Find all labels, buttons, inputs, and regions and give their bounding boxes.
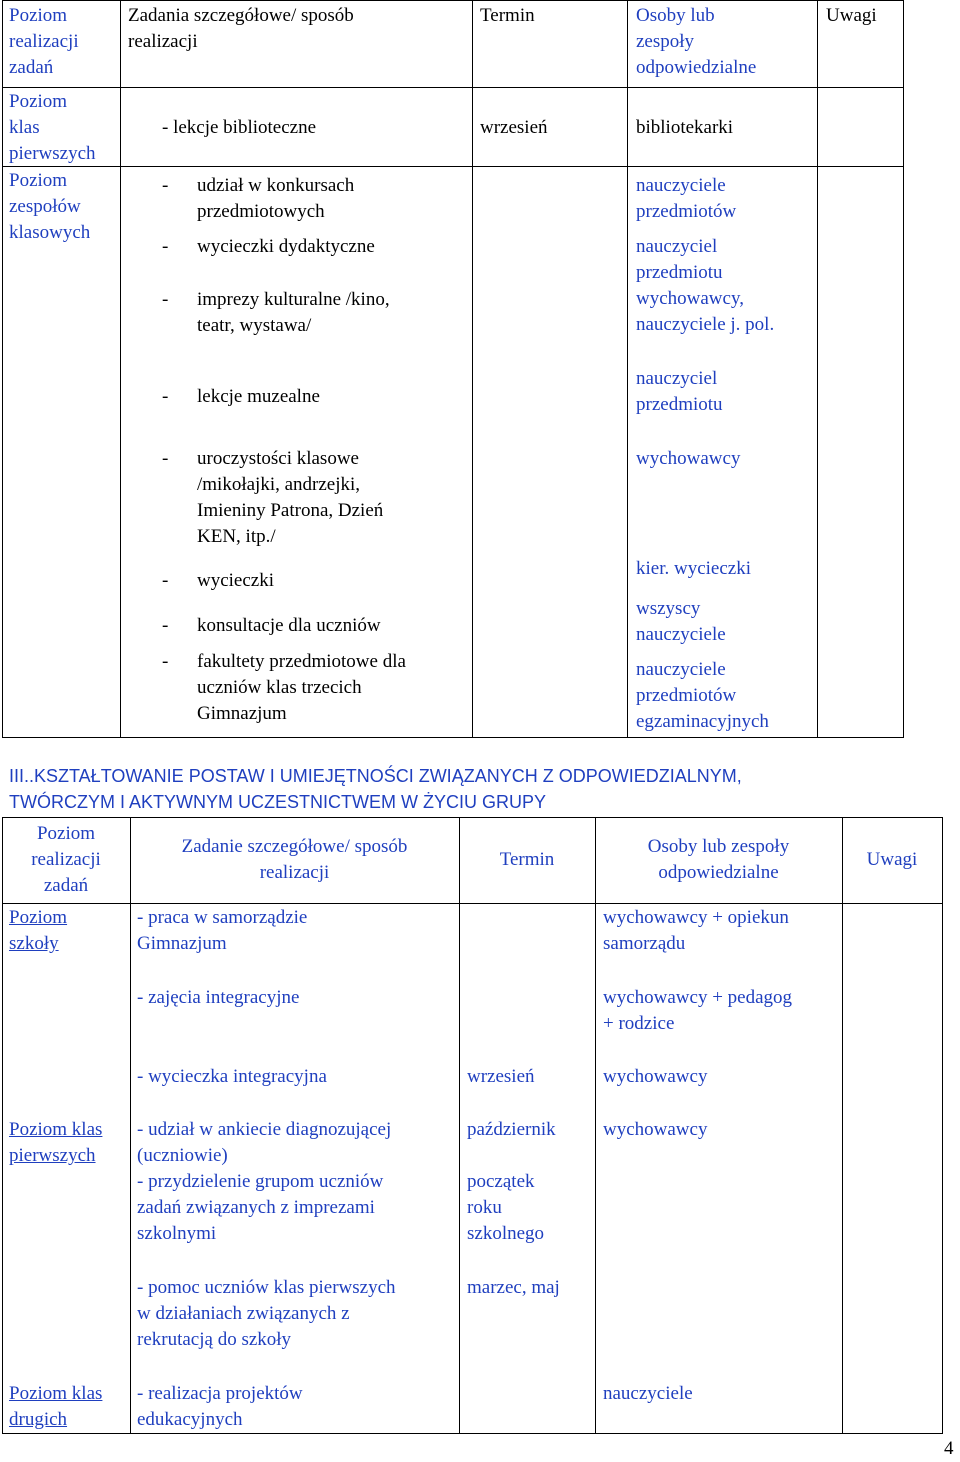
row2-osoby-2: nauczyciel przedmiotu wychowawcy, nauczyciele j. pol. <box>636 236 775 335</box>
row1-termin: wrzesień <box>480 117 548 138</box>
header-uwagi: Uwagi <box>826 5 877 26</box>
row2-osoby-3: nauczyciel przedmiotu <box>636 368 723 415</box>
t2-header-termin: Termin <box>499 849 555 870</box>
row2-osoby-5: kier. wycieczki <box>636 558 752 579</box>
row1-zadanie: - lekcje biblioteczne <box>162 117 317 138</box>
row2-osoby-6: wszyscy nauczyciele <box>636 598 726 645</box>
header-zadania: Zadania szczegółowe/ sposób realizacji <box>128 5 354 52</box>
t2-header-osoby: Osoby lub zespoły odpowiedzialne <box>647 836 790 883</box>
header-poziom: Poziom realizacji zadań <box>9 5 79 78</box>
t2-header-poziom: Poziom realizacji zadań <box>31 823 101 896</box>
row2-osoby-1: nauczyciele przedmiotów <box>636 175 737 222</box>
header-osoby: Osoby lub zespoły odpowiedzialne <box>636 5 757 78</box>
row2-osoby-4: wychowawcy <box>636 448 741 469</box>
row2-osoby-7: nauczyciele przedmiotów egzaminacyjnych <box>636 659 769 732</box>
t2-header-uwagi: Uwagi <box>866 849 918 870</box>
row2-poziom: Poziom zespołów klasowych <box>9 170 91 243</box>
row1-poziom: Poziom klas pierwszych <box>9 91 96 164</box>
row1-osoby: bibliotekarki <box>636 117 734 138</box>
section-heading: III..KSZTAŁTOWANIE POSTAW I UMIEJĘTNOŚCI ZWIĄZANYCH Z ODPOWIEDZIALNYM, TWÓRCZYM I AKTYWNYM UCZESTNICTWEM W ŻYCIU GRUPY <box>9 766 742 812</box>
header-termin: Termin <box>480 5 535 26</box>
t2-header-zadanie: Zadanie szczegółowe/ sposób realizacji <box>181 836 408 883</box>
page-number: 4 <box>944 1438 954 1459</box>
